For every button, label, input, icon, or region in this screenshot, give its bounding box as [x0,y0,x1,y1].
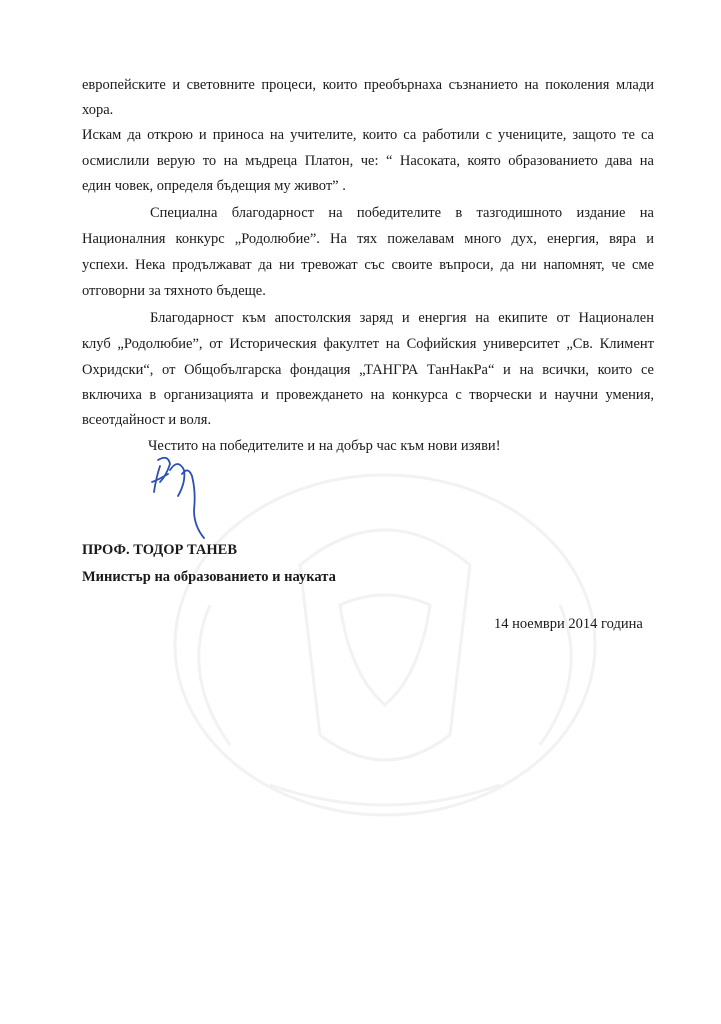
letter-line-14: всеотдайност и воля. [82,412,212,428]
letter-line-7: Националния конкурс „Родолюбие”. На тях пожелавам много дух, енергия, вяра и [82,231,654,247]
letter-line-8: успехи. Нека продължават да ни тревожат със своите въпроси, да ни напомнят, че сме [82,257,654,273]
letter-line-11: клуб „Родолюбие”, от Историческия факултет на Софийския университет „Св. Климент [82,336,654,352]
letter-date: 14 ноември 2014 година [494,616,643,632]
letter-line-10: Благодарност към апостолския заряд и енергия на екипите от Национален [150,310,654,326]
letter-line-6: Специална благодарност на победителите в тазгодишното издание на [150,205,654,221]
letter-line-2: хора. [82,102,114,118]
letter-line-5: един човек, определя бъдещия му живот” . [82,178,346,194]
signatory-name: ПРОФ. ТОДОР ТАНЕВ [82,542,238,558]
letter-line-1: европейските и световните процеси, които преобърнаха съзнанието на поколения млади [82,77,654,93]
letter-line-9: отговорни за тяхното бъдеще. [82,283,266,299]
letter-line-15: Честито на победителите и на добър час към нови изяви! [148,438,501,454]
letter-line-13: включиха в организацията и провеждането на конкурса с творчески и научни умения, [82,387,654,403]
signatory-title: Министър на образованието и науката [82,569,336,585]
letter-line-3: Искам да открою и приноса на учителите, които са работили с учениците, защото те са [82,127,654,143]
handwritten-signature [148,452,228,542]
letter-line-4: осмислили верую то на мъдреца Платон, че: “ Насоката, която образованието дава на [82,153,654,169]
letter-line-12: Охридски“, от Общобългарска фондация „ТАНГРА ТанНакРа“ и на всички, които се [82,362,654,378]
